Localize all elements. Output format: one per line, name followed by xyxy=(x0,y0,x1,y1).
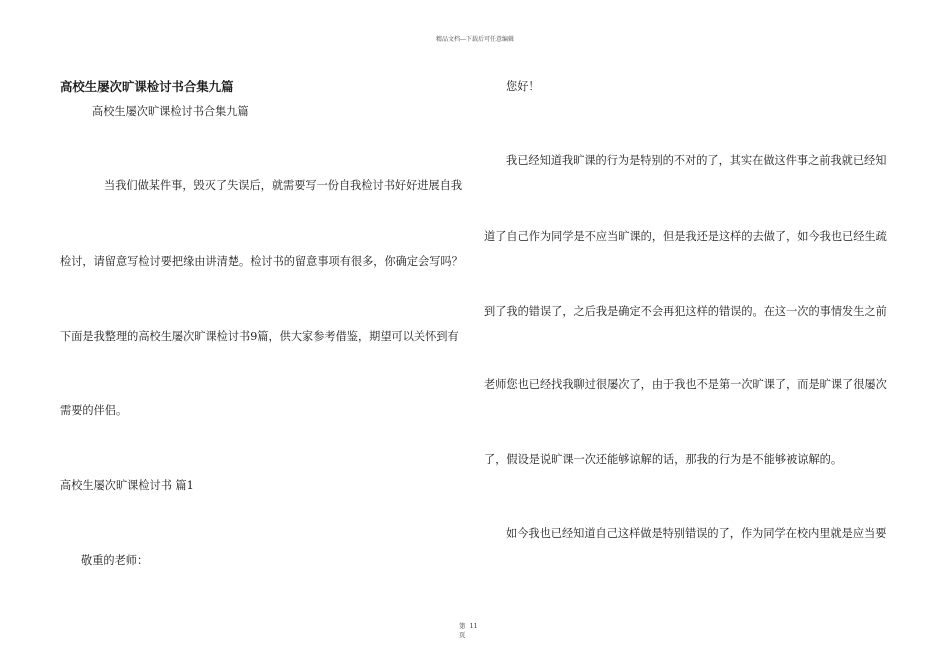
page-number xyxy=(459,622,478,640)
paragraph-line: 了，假设是说旷课一次还能够谅解的话，那我的行为是不能够被谅解的。 xyxy=(484,453,843,466)
paragraph-line: 下面是我整理的高校生屡次旷课检讨书9篇，供大家参考借鉴，期望可以关怀到有 xyxy=(60,330,459,343)
paragraph-line: 我已经知道我旷课的行为是特别的不对的了，其实在做这件事之前我就已经知 xyxy=(506,154,887,167)
paragraph-line: 如今我也已经知道自己这样做是特别错误的了，作为同学在校内里就是应当要 xyxy=(506,527,887,540)
page-number-value: 11 xyxy=(469,622,478,630)
paragraph-line: 当我们做某件事，毁灭了失误后，就需要写一份自我检讨书好好进展自我 xyxy=(104,179,463,192)
document-title: 高校生屡次旷课检讨书合集九篇 xyxy=(60,79,234,94)
salutation: 敬重的老师： xyxy=(81,554,149,567)
paragraph-line: 老师您也已经找我聊过很屡次了，由于我也不是第一次旷课了，而是旷课了很屡次 xyxy=(484,378,887,391)
paragraph-line: 需要的伴侣。 xyxy=(60,404,128,417)
paragraph-line: 检讨，请留意写检讨要把缘由讲清楚。检讨书的留意事项有很多，你确定会写吗？ xyxy=(60,255,463,268)
greeting: 您好！ xyxy=(506,80,540,93)
page-header: 精品文档---下载后可任意编辑 xyxy=(435,36,515,43)
section-heading: 高校生屡次旷课检讨书 篇1 xyxy=(60,479,194,492)
page-prefix: 第 xyxy=(459,622,466,630)
paragraph-line: 到了我的错误了，之后我是确定不会再犯这样的错误的。在这一次的事情发生之前 xyxy=(484,305,887,318)
page-suffix: 页 xyxy=(459,631,466,639)
document-subtitle: 高校生屡次旷课检讨书合集九篇 xyxy=(92,105,249,118)
paragraph-line: 道了自己作为同学是不应当旷课的，但是我还是这样的去做了，如今我也已经生疏 xyxy=(484,230,887,243)
